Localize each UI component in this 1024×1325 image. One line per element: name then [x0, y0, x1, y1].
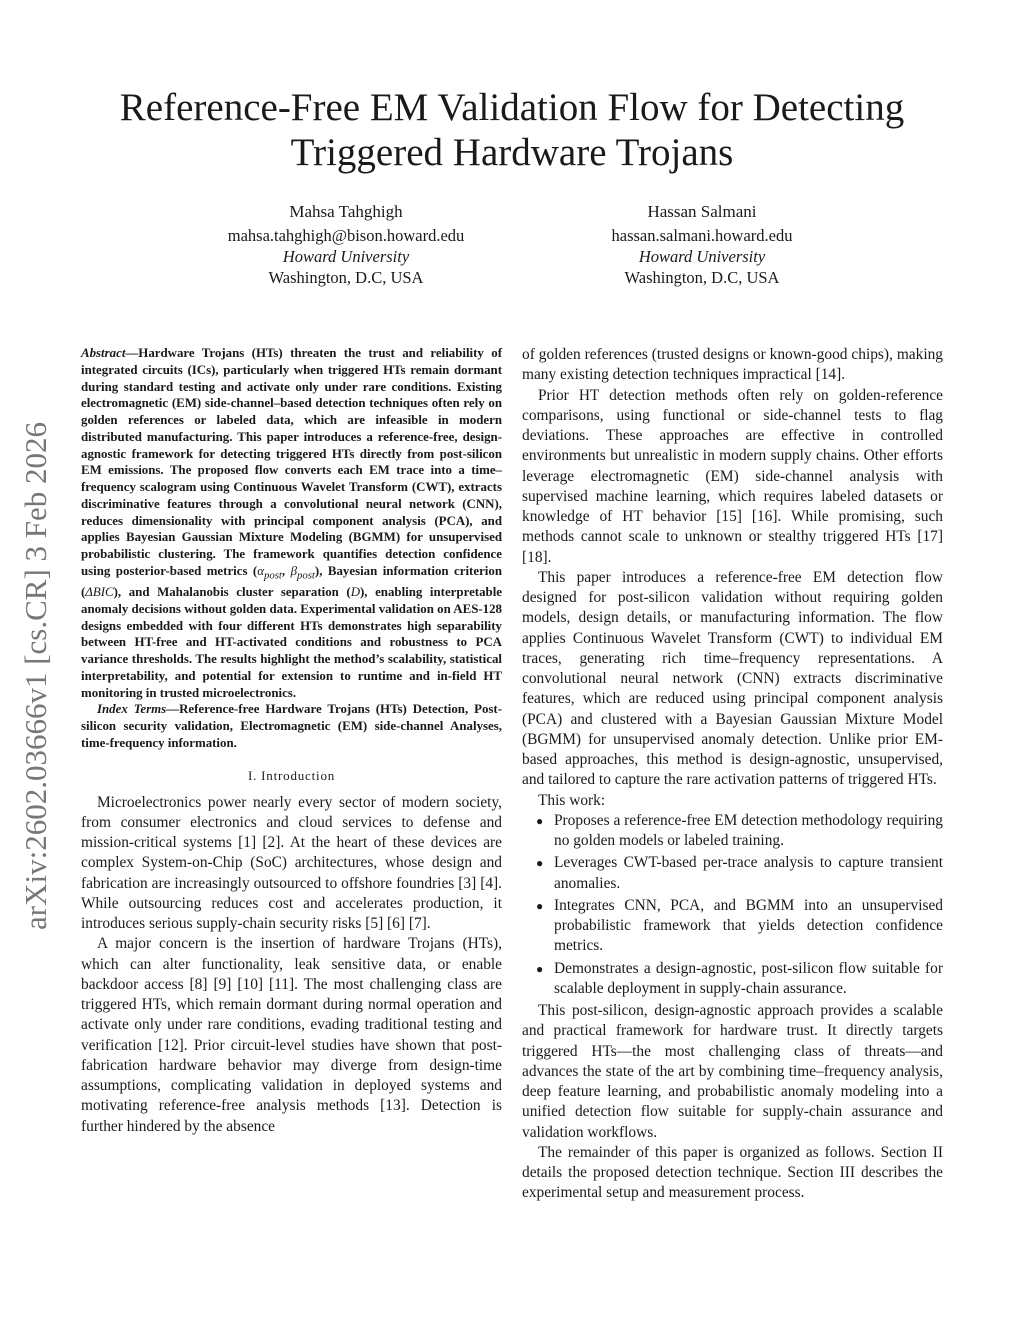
math-alpha: α [257, 563, 264, 578]
list-item [536, 811, 943, 852]
left-column [81, 345, 502, 1137]
list-item-text: Leverages CWT-based per-trace analysis to capture transient anomalies. [554, 854, 943, 892]
author-email: mahsa.tahghigh@bison.howard.edu [227, 226, 465, 245]
list-item-text: Proposes a reference-free EM detection methodology requiring no golden models or labeled training. [554, 811, 943, 849]
author-location: Washington, D.C, USA [268, 268, 424, 287]
intro-paragraph: A major concern is the insertion of hardware Trojans (HTs), which can alter functionality, leak sensitive data, or enable backdoor access [8] [9] [10] [11]. The most challenging class are triggered HTs, which remain dormant during normal operation and activate only under rare conditions, evading traditional testing and verification [12]. Prior circuit-level studies have shown that post-fabrication hardware behavior may diverge from design-time assumptions, complicating validation in deployed systems and motivating reference-free analysis methods [13]. Detection is further hindered by the absence [81, 935, 502, 1135]
section-heading-introduction: I. Introduction [247, 767, 336, 783]
abstract-text: , [281, 563, 291, 578]
author-name: Mahsa Tahghigh [289, 202, 403, 221]
index-terms-text: —Reference-free Hardware Trojans (HTs) Detection, Post-silicon security validation, Electromagnetic (EM) side-channel Analyses, time-frequency information. [81, 702, 502, 750]
list-item [536, 853, 943, 894]
bullet-icon: ● [536, 856, 544, 871]
author-email: hassan.salmani.howard.edu [611, 226, 793, 245]
author-block-2 [537, 201, 867, 288]
bullet-icon: ● [536, 813, 544, 828]
this-work-label: This work: [538, 791, 606, 809]
index-terms [81, 701, 502, 751]
arxiv-identifier: arXiv:2602.03666v1 [cs.CR] 3 Feb 2026 [18, 421, 53, 931]
math-delta-bic: ΔBIC [85, 585, 114, 600]
author-affiliation: Howard University [282, 247, 410, 266]
abstract-text: ), enabling interpretable anomaly decisions without golden data. Experimental validation on AES-128 designs embedded with four different HTs demonstrates high separability between HT-free and HT-activated conditions and robustness to PCA variance thresholds. The results highlight the method’s scalability, statistical interpretability, and potential for extension to runtime and in-field HT monitoring in trusted microelectronics. [81, 585, 502, 700]
abstract-label: Abstract [81, 346, 126, 360]
list-item-text: Integrates CNN, PCA, and BGMM into an unsupervised probabilistic framework that yields detection confidence metrics. [554, 896, 943, 955]
author-affiliation: Howard University [638, 247, 766, 266]
math-beta: β [290, 563, 297, 578]
contributions-list [522, 811, 943, 999]
author-block-1 [181, 201, 511, 288]
abstract [81, 345, 502, 701]
math-subscript: post [264, 569, 282, 582]
intro-paragraph: Microelectronics power nearly every sector of modern society, from consumer electronics and cloud services to defense and mission-critical systems [1] [2]. At the heart of these devices are complex System-on-Chip (SoC) architectures, whose design and fabrication are increasingly outsourced to offshore foundries [3] [4]. While outsourcing reduces cost and accelerates production, it introduces serious supply-chain security risks [5] [6] [7]. [81, 793, 502, 933]
bullet-icon: ● [536, 898, 544, 913]
math-d: D [350, 585, 360, 600]
intro-paragraph: This paper introduces a reference-free EM detection flow designed for post-silicon validation without requiring golden models, design details, or manufacturing information. The flow applies Continuous Wavelet Transform (CWT) to individual EM traces, generating rich time–frequency representations. A convolutional neural network (CNN) extracts discriminative features, which are reduced using principal component analysis (PCA) and clustered with a Bayesian Gaussian Mixture Model (BGMM) for unsupervised anomaly detection. Unlike prior EM-based approaches, this method is design-agnostic, unsupervised, and tailored to capture the rare activation patterns of triggered HTs. [522, 568, 943, 789]
author-name: Hassan Salmani [647, 202, 757, 221]
intro-paragraph: The remainder of this paper is organized as follows. Section II details the proposed detection technique. Section III describes the experimental setup and measurement process. [522, 1143, 943, 1202]
continued-paragraph: of golden references (trusted designs or known-good chips), making many existing detection techniques impractical [14]. [522, 346, 943, 384]
intro-paragraph: This post-silicon, design-agnostic approach provides a scalable and practical framework for hardware trust. It directly targets triggered HTs—the most challenging class of threats—and advances the state of the art by combining time–frequency analysis, deep feature learning, and probabilistic anomaly modeling into a unified detection flow suitable for supply-chain assurance and validation workflows. [522, 1002, 943, 1141]
abstract-text: ), Bayesian information criterion ( [81, 563, 502, 600]
abstract-text: —Hardware Trojans (HTs) threaten the trust and reliability of integrated circuits (ICs), particularly when triggered HTs remain dormant during standard testing and activate only under rare conditions. Existing electromagnetic (EM) side-channel–based detection techniques often rely on golden references or labeled data, which are infeasible in modern distributed manufacturing. This paper introduces a reference-free, design-agnostic framework for detecting triggered HTs directly from post-silicon EM emissions. The proposed flow converts each EM trace into a time–frequency scalogram using Continuous Wavelet Transform (CWT), extracts discriminative features through a convolutional neural network (CNN), reduces dimensionality with principal component analysis (PCA), and applies Bayesian Gaussian Mixture Modeling (BGMM) for unsupervised probabilistic clustering. The framework quantifies detection confidence using posterior-based metrics ( [81, 346, 502, 578]
author-location: Washington, D.C, USA [624, 268, 780, 287]
paper-title: Reference-Free EM Validation Flow for Detecting Triggered Hardware Trojans [119, 86, 905, 174]
list-item [536, 896, 943, 957]
index-terms-label: Index Terms [97, 702, 167, 717]
abstract-text: ), and Mahalanobis cluster separation ( [113, 585, 351, 600]
bullet-icon: ● [536, 961, 544, 976]
list-item [536, 959, 943, 1000]
list-item-text: Demonstrates a design-agnostic, post-silicon flow suitable for scalable deployment in supply-chain assurance. [554, 959, 943, 997]
intro-paragraph: Prior HT detection methods often rely on golden-reference comparisons, using functional or side-channel tests to flag deviations. These approaches are effective in controlled environments but unrealistic in modern supply chains. Other efforts leverage electromagnetic (EM) side-channel analysis with supervised machine learning, which requires labeled datasets or knowledge of HT behavior [15] [16]. While promising, such methods cannot scale to unknown or stealthy triggered HTs [17] [18]. [522, 386, 943, 566]
right-column [522, 345, 943, 1204]
math-subscript: post [297, 569, 315, 582]
